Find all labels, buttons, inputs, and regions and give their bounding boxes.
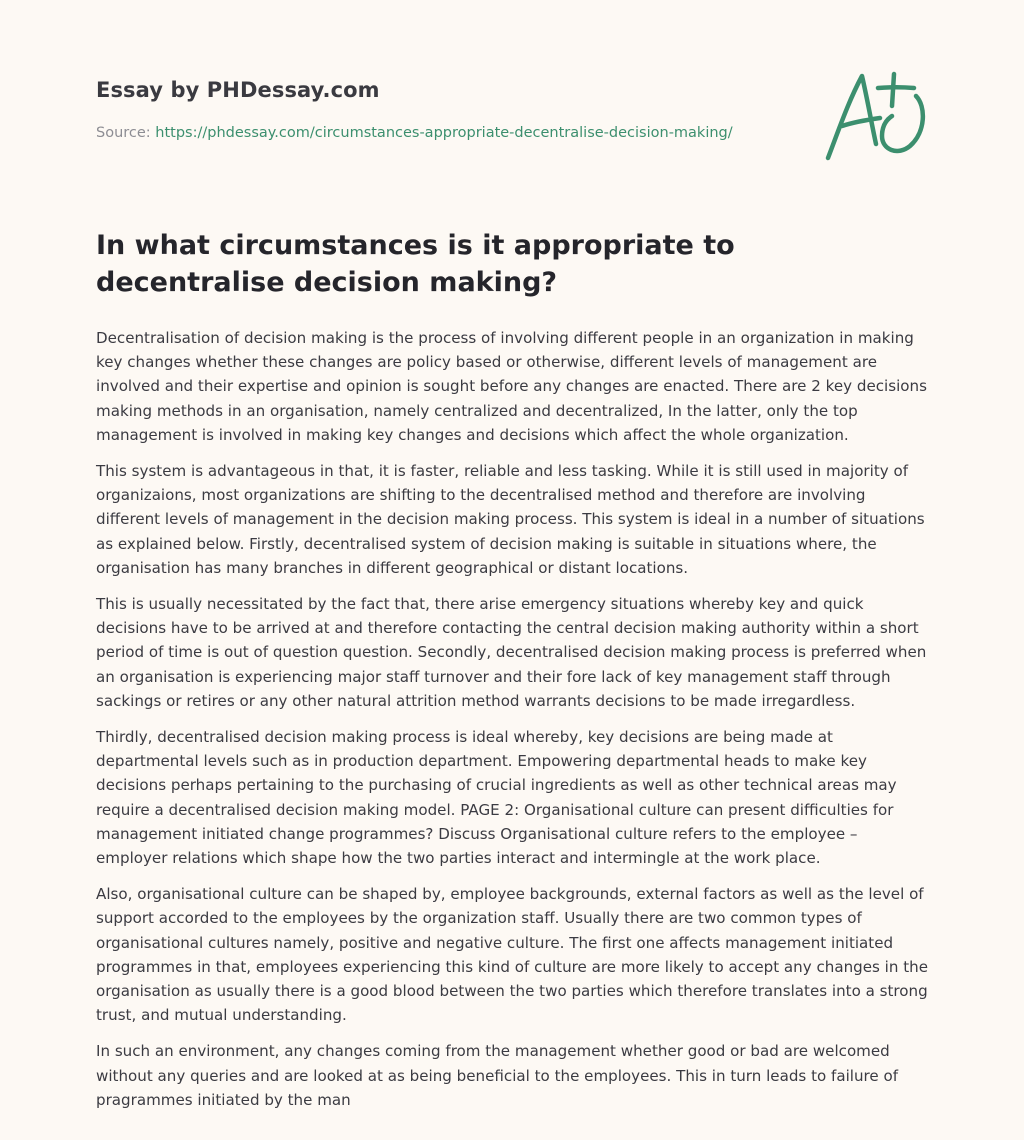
essay-paragraph: In such an environment, any changes coming from the management whether good or bad are welcomed without any queries and are looked at as being beneficial to the employees. This in turn leads to failure of pragrammes initiated by the man [96,1042,899,1109]
essay-paragraph: Thirdly, decentralised decision making process is ideal whereby, key decisions are being made at departmental levels such as in production department. Empowering departmental heads to make key decisions perhaps pertaining to the purchasing of crucial ingredients as well as other technical areas may require a decentralised decision making model. PAGE 2: Organisational culture can present difficulties for management initiated change programmes? Discuss Organisational culture refers to the employee – employer relations which shape how the two parties interact and intermingle at the work place. [96,728,897,868]
page-header [96,76,796,141]
essay-paragraph: Also, organisational culture can be shaped by, employee backgrounds, external factors as well as the level of support accorded to the employees by the organization staff. Usually there are two common types of organisational cultures namely, positive and negative culture. The first one affects management initiated programmes in that, employees experiencing this kind of culture are more likely to accept any changes in the organisation as usually there is a good blood between the two parties which therefore translates into a strong trust, and mutual understanding. [96,885,928,1025]
essay-title: In what circumstances is it appropriate to decentralise decision making? [96,230,735,298]
a-plus-grade-logo-icon [818,66,930,166]
essay-body [96,326,932,1124]
source-label: Source: [96,125,156,141]
source-link[interactable]: https://phdessay.com/circumstances-appropriate-decentralise-decision-making/ [155,125,733,141]
essay-paragraph: Decentralisation of decision making is the process of involving different people in an organization in making key changes whether these changes are policy based or otherwise, different levels of management are involved and their expertise and opinion is sought before any changes are enacted. There are 2 key decisions making methods in an organisation, namely centralized and decentralized, In the latter, only the top management is involved in making key changes and decisions which affect the whole organization. [96,329,927,444]
essay-paragraph: This is usually necessitated by the fact that, there arise emergency situations whereby key and quick decisions have to be arrived at and therefore contacting the central decision making authority within a short period of time is out of question question. Secondly, decentralised decision making process is preferred when an organisation is experiencing major staff turnover and their fore lack of key management staff through sackings or retires or any other natural attrition method warrants decisions to be made irregardless. [96,595,927,710]
essay-paragraph: This system is advantageous in that, it is faster, reliable and less tasking. While it is still used in majority of organizaions, most organizations are shifting to the decentralised method and therefore are involving different levels of management in the decision making process. This system is ideal in a number of situations as explained below. Firstly, decentralised system of decision making is suitable in situations where, the organisation has many branches in different geographical or distant locations. [96,462,925,577]
brand-title: Essay by PHDessay.com [96,78,380,102]
source-line [96,124,733,142]
